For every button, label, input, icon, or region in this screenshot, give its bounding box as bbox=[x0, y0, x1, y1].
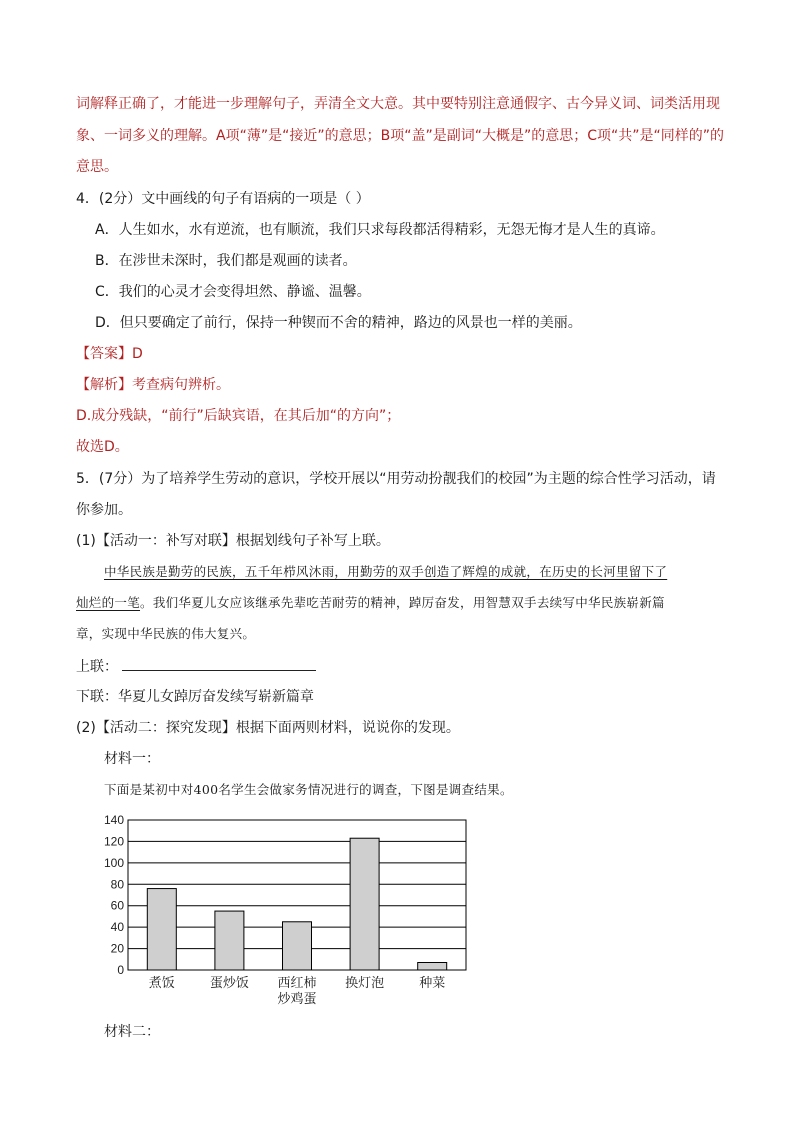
q4-option-a: A．人生如水，水有逆流，也有顺流，我们只求每段都活得精彩，无怨无悔才是人生的真谛。 bbox=[95, 222, 665, 238]
q5-stem-line-2: 你参加。 bbox=[76, 502, 132, 518]
explanation-line-1: 词解释正确了，才能进一步理解句子，弄清全文大意。其中要特别注意通假字、古今异义词、词类活用现 bbox=[76, 96, 720, 112]
q4-answer: 【答案】D bbox=[76, 346, 143, 362]
x-tick-label: 炒鸡蛋 bbox=[277, 992, 317, 1007]
passage-line-2 bbox=[76, 593, 665, 613]
q4-analysis: 【解析】考查病句辨析。 bbox=[76, 377, 230, 393]
activity-1-heading: (1)【活动一：补写对联】根据划线句子补写上联。 bbox=[76, 533, 390, 549]
q4-option-d: D．但只要确定了前行，保持一种锲而不舍的精神，路边的风景也一样的美丽。 bbox=[95, 315, 582, 331]
q4-detail: D.成分残缺，“前行”后缺宾语，在其后加“的方向”； bbox=[76, 408, 401, 424]
q4-conclusion: 故选D。 bbox=[76, 439, 129, 455]
passage-line-3: 章，实现中华民族的伟大复兴。 bbox=[76, 626, 256, 641]
x-tick-label: 煮饭 bbox=[148, 976, 175, 991]
explanation-line-3: 意思。 bbox=[76, 159, 118, 175]
y-tick-label: 140 bbox=[103, 813, 124, 827]
y-tick-label: 60 bbox=[110, 898, 124, 913]
y-tick-label: 0 bbox=[117, 963, 124, 977]
lower-couplet: 下联：华夏儿女踔厉奋发续写崭新篇章 bbox=[76, 689, 314, 705]
passage-line-1 bbox=[104, 562, 667, 582]
upper-couplet-blank[interactable] bbox=[122, 656, 316, 671]
passage-underlined-2: 灿烂的一笔 bbox=[76, 595, 141, 610]
material-2-label: 材料二： bbox=[104, 1024, 160, 1040]
explanation-line-2: 象、一词多义的理解。A项“薄”是“接近”的意思；B项“盖”是副词“大概是”的意思；C项“共”是“同样的”的 bbox=[76, 128, 724, 144]
bar bbox=[147, 889, 176, 970]
y-tick-label: 80 bbox=[110, 877, 124, 892]
passage-underlined-1: 中华民族是勤劳的民族，五千年栉风沐雨，用勤劳的双手创造了辉煌的成就，在历史的长河里留下了 bbox=[104, 564, 668, 579]
upper-couplet-row bbox=[76, 656, 316, 677]
passage-line-2-rest: 。我们华夏儿女应该继承先辈吃苦耐劳的精神，踔厉奋发，用智慧双手去续写中华民族崭新篇 bbox=[140, 595, 665, 610]
y-tick-label: 100 bbox=[103, 855, 124, 870]
x-tick-label: 西红柿 bbox=[277, 976, 317, 991]
y-tick-label: 40 bbox=[110, 920, 124, 935]
x-tick-label: 蛋炒饭 bbox=[209, 976, 249, 991]
upper-couplet-label: 上联： bbox=[76, 659, 118, 675]
x-tick-label: 种菜 bbox=[419, 976, 446, 991]
material-1-label: 材料一： bbox=[104, 751, 160, 767]
x-tick-label: 换灯泡 bbox=[345, 976, 385, 991]
q5-stem-line-1: 5．(7分）为了培养学生劳动的意识，学校开展以“用劳动扮靓我们的校园”为主题的综合性学习活动，请 bbox=[76, 471, 716, 487]
bar bbox=[283, 922, 312, 970]
material-1-text: 下面是某初中对400名学生会做家务情况进行的调查，下图是调查结果。 bbox=[104, 782, 513, 797]
activity-2-heading: (2)【活动二：探究发现】根据下面两则材料，说说你的发现。 bbox=[76, 720, 460, 736]
bar bbox=[350, 838, 379, 970]
y-tick-label: 20 bbox=[110, 941, 124, 956]
q4-stem: 4．(2分）文中画线的句子有语病的一项是（ ） bbox=[76, 191, 370, 207]
bar bbox=[418, 963, 447, 971]
q4-option-c: C．我们的心灵才会变得坦然、静谧、温馨。 bbox=[95, 284, 371, 300]
y-tick-label: 120 bbox=[103, 834, 124, 849]
q4-option-b: B．在涉世未深时，我们都是观画的读者。 bbox=[95, 253, 357, 269]
housework-bar-chart bbox=[88, 808, 478, 1018]
bar bbox=[215, 911, 244, 970]
